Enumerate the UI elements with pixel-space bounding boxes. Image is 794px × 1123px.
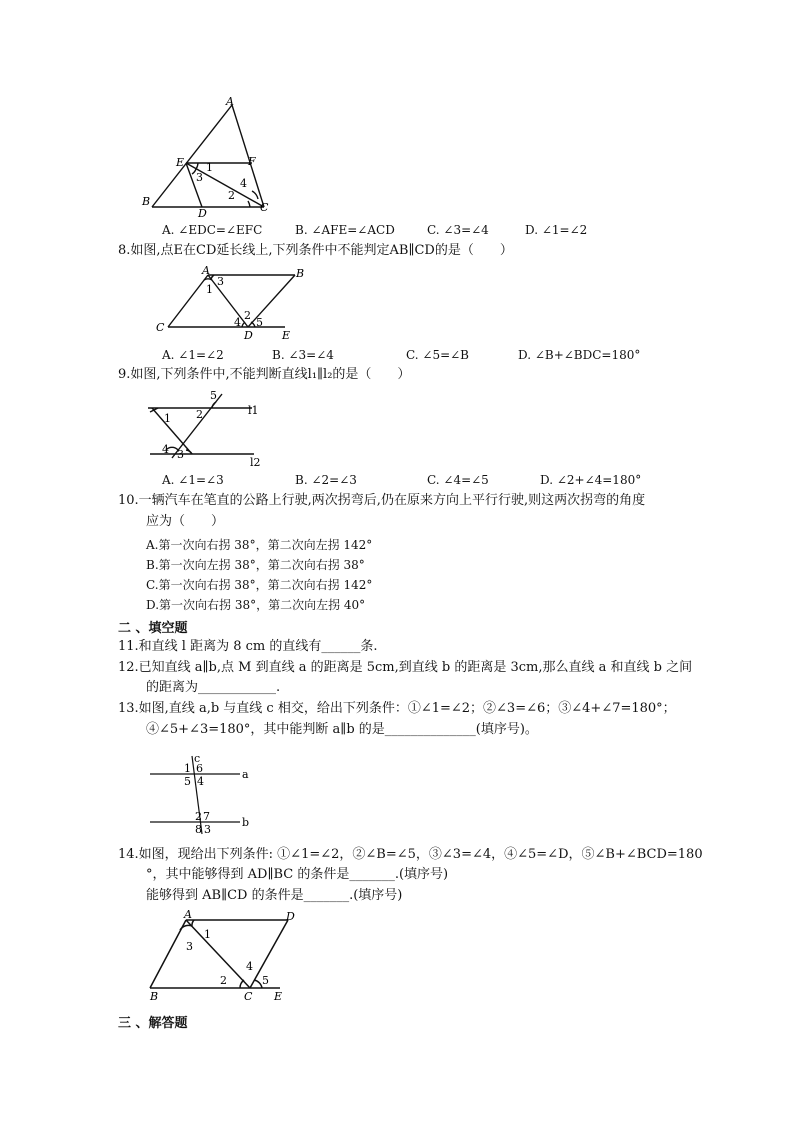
q9-label-l1: l1	[248, 404, 259, 417]
q10-stem-line1: 10.一辆汽车在笔直的公路上行驶,两次拐弯后,仍在原来方向上平行行驶,则这两次拐弯的角度	[118, 493, 646, 508]
q9-figure	[142, 388, 272, 468]
q14-label-E: E	[274, 990, 283, 1003]
q8-label-D: D	[244, 329, 253, 342]
q7-option-c: C. ∠3=∠4	[427, 223, 489, 237]
q7-label-A: A	[226, 95, 234, 108]
q14-num-3: 3	[186, 940, 193, 953]
q8-label-E: E	[282, 329, 291, 342]
q14-label-C: C	[244, 990, 253, 1003]
q8-option-c: C. ∠5=∠B	[406, 348, 469, 362]
q7-label-F: F	[248, 155, 256, 168]
q12-line2: 的距离为____________.	[146, 680, 281, 695]
q13-num-4: 4	[197, 775, 204, 788]
q13-line1: 13.如图,直线 a,b 与直线 c 相交，给出下列条件：①∠1=∠2；②∠3=∠6；③∠4+∠7=180°；	[118, 701, 676, 716]
q13-num-2: 2	[195, 810, 202, 823]
q10-stem-line2: 应为（ ）	[146, 514, 225, 529]
section-answer-heading: 三 、解答题	[118, 1016, 188, 1031]
q14-line1: 14.如图，现给出下列条件: ①∠1=∠2，②∠B=∠5，③∠3=∠4，④∠5=∠D，⑤∠B+∠BCD=180	[118, 847, 703, 862]
q9-num-3: 3	[177, 448, 184, 461]
q13-label-a: a	[242, 768, 249, 781]
q7-label-C: C	[260, 201, 269, 214]
q14-num-1: 1	[204, 928, 211, 941]
q7-num-1: 1	[206, 161, 213, 174]
q10-option-c: C.第一次向右拐 38°，第二次向右拐 142°	[146, 578, 373, 592]
q8-num-5: 5	[256, 316, 263, 329]
q8-stem: 8.如图,点E在CD延长线上,下列条件中不能判定AB∥CD的是（ ）	[118, 243, 513, 258]
q8-label-A: A	[202, 265, 210, 277]
q8-num-4: 4	[234, 316, 241, 329]
q14-num-4: 4	[246, 960, 253, 973]
section-fill-in-heading: 二 、填空题	[118, 621, 188, 636]
q9-option-c: C. ∠4=∠5	[427, 473, 489, 487]
q14-figure	[140, 908, 310, 1004]
q8-option-d: D. ∠B+∠BDC=180°	[518, 348, 641, 362]
q7-label-B: B	[142, 195, 151, 208]
q11-text: 11.和直线 l 距离为 8 cm 的直线有______条.	[118, 639, 378, 654]
q10-option-b: B.第一次向左拐 38°，第二次向右拐 38°	[146, 558, 365, 572]
q8-num-1: 1	[206, 283, 213, 296]
q14-label-B: B	[150, 990, 159, 1003]
q14-label-A: A	[184, 908, 192, 921]
q7-figure	[140, 95, 275, 220]
q9-option-b: B. ∠2=∠3	[295, 473, 357, 487]
q13-line2: ④∠5+∠3=180°，其中能判断 a∥b 的是______________(填序号)。	[146, 722, 538, 737]
q13-figure	[146, 752, 256, 836]
q9-num-2: 2	[196, 408, 203, 421]
q7-option-a: A. ∠EDC=∠EFC	[162, 223, 263, 237]
q13-num-1: 1	[184, 762, 191, 775]
q8-figure	[150, 265, 305, 343]
q7-num-3: 3	[196, 171, 203, 184]
q7-option-b: B. ∠AFE=∠ACD	[295, 223, 395, 237]
q8-label-B: B	[296, 267, 305, 280]
q8-option-b: B. ∠3=∠4	[272, 348, 334, 362]
q7-label-D: D	[198, 207, 207, 220]
q10-option-a: A.第一次向右拐 38°，第二次向左拐 142°	[146, 538, 373, 552]
q7-label-E: E	[176, 156, 185, 169]
q9-num-4: 4	[162, 443, 169, 456]
q14-line2: °，其中能够得到 AD∥BC 的条件是_______.(填序号)	[146, 867, 449, 882]
q13-label-c: c	[194, 752, 201, 765]
q13-num-6: 6	[196, 762, 203, 775]
q8-label-C: C	[156, 321, 165, 334]
q13-num-5: 5	[184, 775, 191, 788]
q13-num-3: 3	[204, 823, 211, 836]
q10-option-d: D.第一次向右拐 38°，第二次向左拐 40°	[146, 598, 366, 612]
q14-num-2: 2	[220, 974, 227, 987]
q13-num-8: 8	[195, 823, 202, 836]
q7-num-2: 2	[228, 189, 235, 202]
q14-num-5: 5	[262, 974, 269, 987]
q7-option-d: D. ∠1=∠2	[525, 223, 588, 237]
q14-label-D: D	[286, 910, 295, 923]
q14-line3: 能够得到 AB∥CD 的条件是_______.(填序号)	[146, 888, 403, 903]
q9-option-a: A. ∠1=∠3	[162, 473, 224, 487]
q8-option-a: A. ∠1=∠2	[162, 348, 224, 362]
q9-stem: 9.如图,下列条件中,不能判断直线l₁∥l₂的是（ ）	[118, 367, 411, 382]
q8-num-3: 3	[217, 275, 224, 288]
q7-num-4: 4	[240, 177, 247, 190]
q8-num-2: 2	[244, 309, 251, 322]
q12-line1: 12.已知直线 a∥b,点 M 到直线 a 的距离是 5cm,到直线 b 的距离是 3cm,那么直线 a 和直线 b 之间	[118, 660, 693, 675]
q13-num-7: 7	[203, 810, 210, 823]
q9-option-d: D. ∠2+∠4=180°	[540, 473, 642, 487]
q9-label-l2: l2	[250, 456, 261, 468]
q9-num-5: 5	[210, 389, 217, 402]
q9-num-1: 1	[164, 412, 171, 425]
q13-label-b: b	[242, 816, 250, 829]
